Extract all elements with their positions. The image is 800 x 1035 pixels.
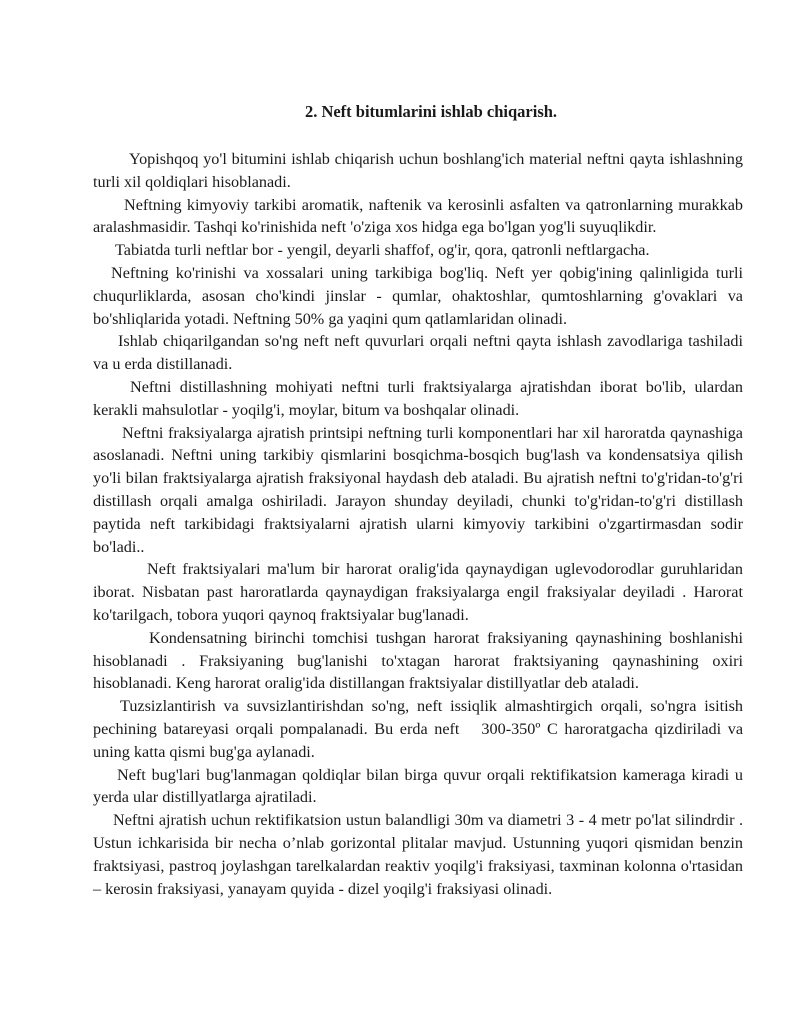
paragraph-text-part: Tuzsizlantirish va suvsizlantirishdan so'ng, neft issiqlik almashtirgich orqali, so'ngra isitish pechining batareyasi orqali pompalanadi. Bu erda neft — [93, 697, 743, 738]
paragraph: Neftning kimyoviy tarkibi aromatik, naftenik va kerosinli asfalten va qatronlarning murakkab aralashmasidir. Tashqi ko'rinishida neft 'o'ziga xos hidga ega bo'lgan yog'li suyuqlikdir. — [93, 195, 743, 237]
paragraph: Neftni distillashning mohiyati neftni turli fraktsiyalarga ajratishdan iborat bo'lib, ulardan kerakli mahsulotlar - yoqilg'i, moylar, bitum va boshqalar olinadi. — [93, 377, 743, 419]
paragraph — [93, 695, 743, 763]
document-body — [93, 148, 743, 900]
paragraph: Yopishqoq yo'l bitumini ishlab chiqarish uchun boshlang'ich material neftni qayta ishlashning turli xil qoldiqlari hisoblanadi. — [93, 150, 743, 191]
paragraph: Neft bug'lari bug'lanmagan qoldiqlar bilan birga quvur orqali rektifikatsion kameraga kiradi u yerda ular distillyatlarga ajratiladi. — [93, 765, 743, 807]
paragraph: Tabiatda turli neftlar bor - yengil, deyarli shaffof, og'ir, qora, qatronli neftlargacha. — [115, 241, 650, 260]
paragraph: Ishlab chiqarilgandan so'ng neft neft quvurlari orqali neftni qayta ishlash zavodlariga tashiladi va u erda distillanadi. — [93, 332, 743, 374]
paragraph-text-part: 300-350º C haroratgacha qizdiriladi va uning katta qismi bug'ga aylanadi. — [93, 719, 744, 761]
paragraph: Neftni fraksiyalarga ajratish printsipi neftning turli komponentlari har xil haroratda qaynashiga asoslanadi. Neftni uning tarkibiy qismlarini bosqichma-bosqich bug'lash va kondensatsiya qilish yo'li bilan fraktsiyalarga ajratish fraksiyonal haydash deb ataladi. Bu ajratish neftni to'g'ridan-to'g'ri distillash orqali amalga oshiriladi. Jarayon shunday deyiladi, chunki to'g'ridan-to'g'ri distillash paytida neft tarkibidagi fraktsiyalarni ajratish ularni kimyoviy tarkibini o'zgartirmasdan sodir bo'ladi.. — [93, 423, 743, 556]
section-title: 2. Neft bitumlarini ishlab chiqarish. — [304, 102, 558, 121]
paragraph: Kondensatning birinchi tomchisi tushgan harorat fraksiyaning qaynashining boshlanishi hisoblanadi . Fraksiyaning bug'lanishi to'xtagan harorat fraktsiyaning qaynashining oxiri hisoblanadi. Keng harorat oralig'ida distillangan fraktsiyalar distillyatlar deb ataladi. — [93, 628, 743, 693]
paragraph: Neft fraktsiyalari ma'lum bir harorat oralig'ida qaynaydigan uglevodorodlar guruhlaridan iborat. Nisbatan past haroratlarda qaynaydigan fraksiyalarga engil fraksiyalar deyiladi . Harorat ko'tarilgach, tobora yuqori qaynoq fraktsiyalar bug'lanadi. — [93, 560, 743, 624]
paragraph: Neftni ajratish uchun rektifikatsion ustun balandligi 30m va diametri 3 - 4 metr po'lat silindrdir . Ustun ichkarisida bir necha o’nlab gorizontal plitalar mavjud. Ustunning yuqori qismidan benzin fraktsiyasi, pastroq joylashgan tarelkalardan reaktiv yoqilg'i fraksiyasi, taxminan kolonna o'rtasidan – kerosin fraksiyasi, yanayam quyida - dizel yoqilg'i fraksiyasi olinadi. — [93, 811, 743, 898]
paragraph: Neftning ko'rinishi va xossalari uning tarkibiga bog'liq. Neft yer qobig'ining qalinligida turli chuqurliklarda, asosan cho'kindi jinslar - qumlar, ohaktoshlar, qumtoshlarning g'ovaklari va bo'shliqlarida yotadi. Neftning 50% ga yaqini qum qatlamlaridan olinadi. — [93, 263, 743, 328]
